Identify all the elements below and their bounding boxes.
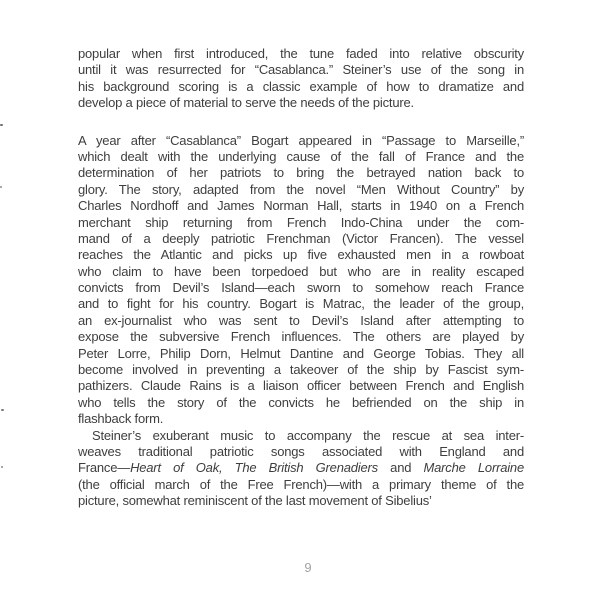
text-line: his background scoring is a classic example of how to dramatize and [78,78,524,94]
text-line: reaches the Atlantic and picks up five exhausted men in a rowboat [78,247,524,263]
text-segment: and [377,460,424,476]
text-line: convicts from Devil’s Island—each sworn to somehow reach France [78,280,524,296]
paragraph-1 [78,46,524,112]
text-line: pathizers. Claude Rains is a liaison officer between French and English [78,378,524,394]
text-line: Steiner’s exuberant music to accompany the rescue at sea inter- [92,427,524,443]
scan-artifact [1,409,4,411]
text-line: flashback form. [78,411,164,427]
page-number: 9 [304,560,312,575]
text-line: an ex-journalist who was sent to Devil’s Island after attempting to [78,312,524,328]
scan-artifact [1,466,3,468]
text-line: Charles Nordhoff and James Norman Hall, starts in 1940 on a French [78,198,524,214]
text-segment-italic: Marche Lorraine [423,460,524,476]
text-line: and to fight for his country. Bogart is Matrac, the leader of the group, [78,296,524,312]
text-line: who tells the story of the convicts he befriended on the ship in [78,394,524,410]
text-line: determination of her patriots to bring the betrayed nation back to [78,165,524,181]
paragraph-3 [78,428,524,510]
text-line: glory. The story, adapted from the novel “Men Without Country” by [78,181,524,197]
text-line: develop a piece of material to serve the needs of the picture. [78,95,414,111]
page-text-block [78,46,524,510]
text-line: which dealt with the underlying cause of the fall of France and the [78,148,524,164]
text-line: until it was resurrected for “Casablanca.” Steiner’s use of the song in [78,62,524,78]
scan-artifact [0,124,3,126]
text-segment: France— [78,460,131,476]
text-line: picture, somewhat reminiscent of the last movement of Sibelius’ [78,493,432,509]
paragraph-2 [78,133,524,428]
text-line: who claim to have been torpedoed but who are in reality escaped [78,263,524,279]
text-line: (the official march of the Free French)—with a primary theme of the [78,476,524,492]
scan-artifact [0,186,2,188]
text-segment-italic: Heart of Oak, The British Grenadiers [130,460,378,476]
text-line: mand of a deeply patriotic Frenchman (Victor Francen). The vessel [78,230,524,246]
text-line: expose the subversive French influences. The others are played by [78,329,524,345]
text-line-mixed [78,460,524,476]
text-line: weaves traditional patriotic songs associated with England and [78,443,524,459]
text-line: Peter Lorre, Philip Dorn, Helmut Dantine and George Tobias. They all [78,345,524,361]
text-line: merchant ship returning from French Indo-China under the com- [78,214,524,230]
text-line: A year after “Casablanca” Bogart appeared in “Passage to Marseille,” [78,132,524,148]
text-line: popular when first introduced, the tune faded into relative obscurity [78,46,524,61]
text-line: become involved in preventing a takeover of the ship by Fascist sym- [78,362,524,378]
